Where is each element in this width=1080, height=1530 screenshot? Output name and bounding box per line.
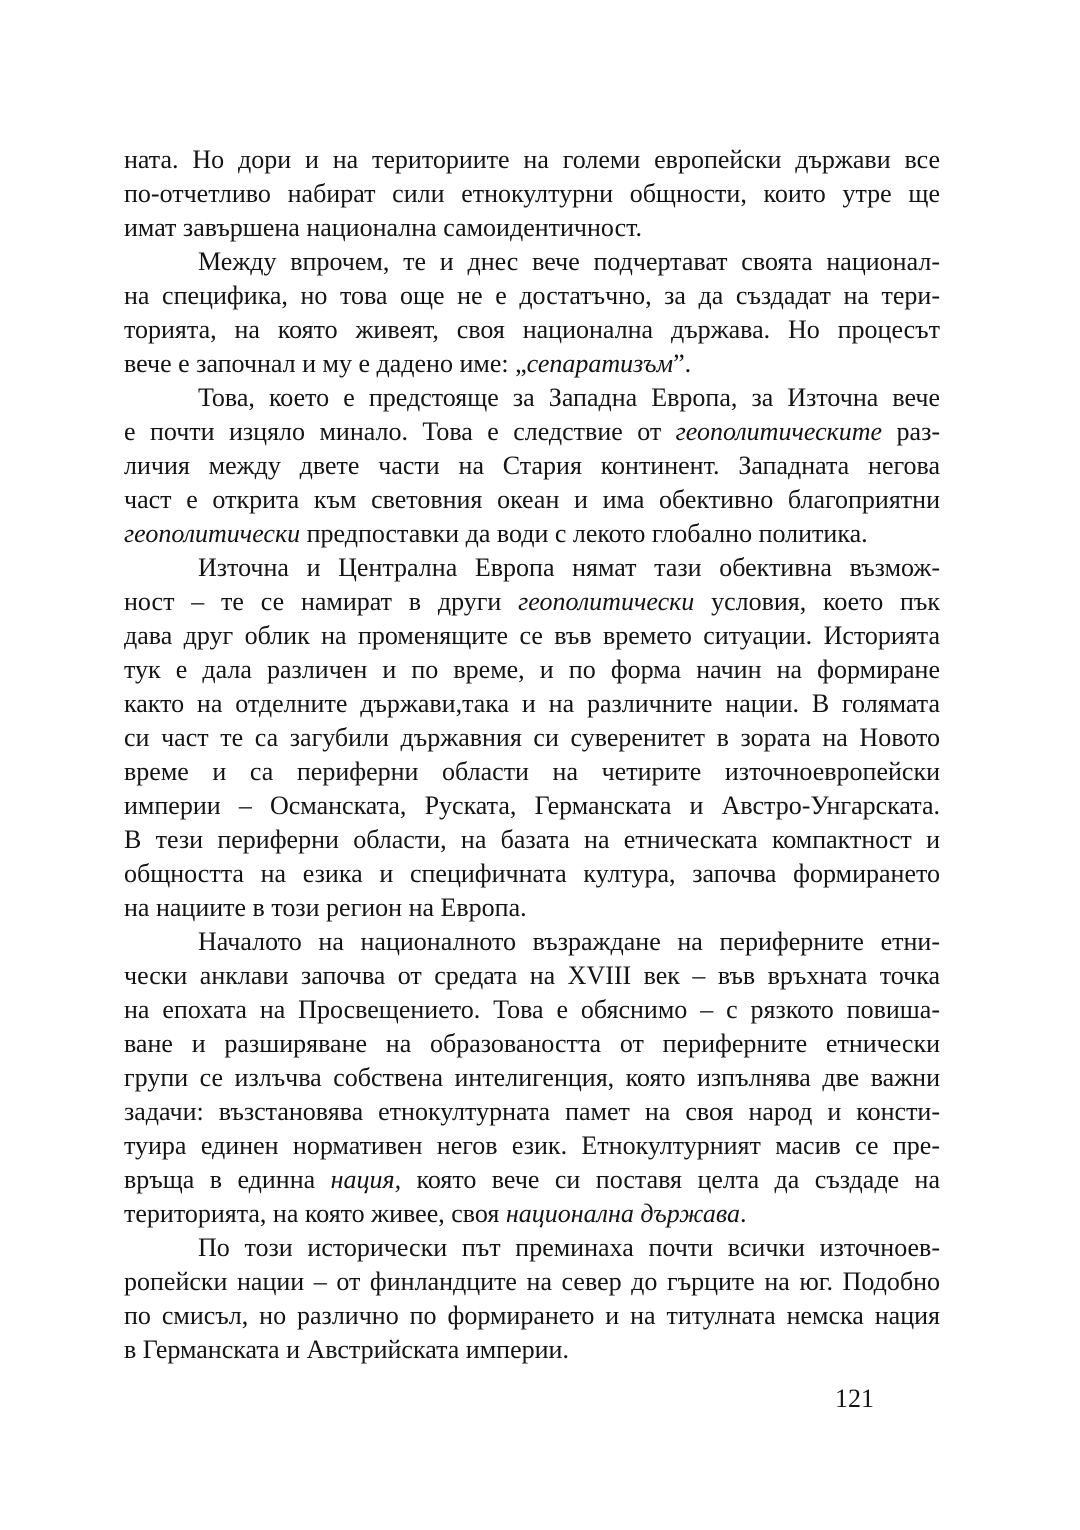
text-line: По този исторически път преминаха почти всички източноев- [198,1233,940,1262]
italic-term: геополитически [124,519,301,548]
text-line: В тези периферни области, на базата на етническата компактност и [124,825,940,854]
text-line: ване и разширяване на образоваността от периферните етнически [124,1029,940,1058]
text-line: територията, на която живее, своя национална държава. [124,1199,747,1228]
italic-term: геополитическите [675,417,883,446]
italic-term: сепаратизъм [526,349,674,378]
text-line: част е открита към световния океан и има обективно благоприятни [124,485,940,514]
text-line: Това, което е предстояще за Западна Европа, за Източна вече [198,383,940,412]
text-line: Началото на националното възраждане на периферните етни- [198,927,940,956]
text-line: на нациите в този регион на Европа. [124,893,527,922]
page-number: 121 [835,1384,874,1413]
text-line: както на отделните държави,така и на различните нации. В голямата [124,689,940,718]
text-line: на епохата на Просвещението. Това е обяснимо – с рязкото повиша- [124,995,940,1024]
text-line: вече е започнал и му е дадено име: „сепаратизъм”. [124,349,692,378]
text-line: империи – Османската, Руската, Германската и Австро-Унгарската. [124,791,940,820]
paragraph-2 [124,245,940,381]
text-line: личия между двете части на Стария континент. Западната негова [124,451,940,480]
text-line: общността на езика и специфичната култура, започва формирането [124,859,940,888]
text-line: чески анклави започва от средата на XVIII век – във връхната точка [124,961,940,990]
body-text [124,143,940,1367]
text-line: тук е дала различен и по време, и по форма начин на формиране [124,655,940,684]
text-line: Източна и Централна Европа нямат тази обективна възмож- [198,553,940,582]
text-line: си част те са загубили държавния си суверенитет в зората на Новото [124,723,940,752]
paragraph-6 [124,1231,940,1367]
text-line: ната. Но дори и на териториите на големи европейски държави все [124,145,940,174]
text-line: туира единен нормативен негов език. Етнокултурният масив се пре- [124,1131,940,1160]
italic-term: нация, [330,1165,402,1194]
text-line: време и са периферни области на четирите източноевропейски [124,757,940,786]
italic-term: геополитически [518,587,695,616]
text-line: групи се излъчва собствена интелигенция, която изпълнява две важни [124,1063,940,1092]
text-line: торията, на която живеят, своя национална държава. Но процесът [124,315,940,344]
text-line: по-отчетливо набират сили етнокултурни общности, които утре ще [124,179,940,208]
paragraph-3 [124,381,940,551]
text-line: задачи: възстановява етнокултурната памет на своя народ и консти- [124,1097,940,1126]
text-line: по смисъл, но различно по формирането и на титулната немска нация [124,1301,940,1330]
italic-term: национална държава [505,1199,741,1228]
text-line: на специфика, но това още не е достатъчно, за да създадат на тери- [124,281,940,310]
text-line: имат завършена национална самоидентичност. [124,213,643,242]
text-line: ност – те се намират в други геополитически условия, което пък [124,587,941,616]
text-line: дава друг облик на променящите се във времето ситуации. Историята [124,621,940,650]
text-line: ропейски нации – от финландците на север до гърците на юг. Подобно [124,1267,940,1296]
text-line: връща в единна нация, която вече си поставя целта да създаде на [124,1165,941,1194]
text-line: геополитически предпоставки да води с лекото глобално политика. [124,519,868,548]
text-line: в Германската и Австрийската империи. [124,1335,569,1364]
text-line: е почти изцяло минало. Това е следствие от геополитическите раз- [124,417,940,446]
paragraph-4 [124,551,940,925]
text-line: Между впрочем, те и днес вече подчертават своята национал- [198,247,940,276]
paragraph-1 [124,143,940,245]
paragraph-5 [124,925,940,1231]
